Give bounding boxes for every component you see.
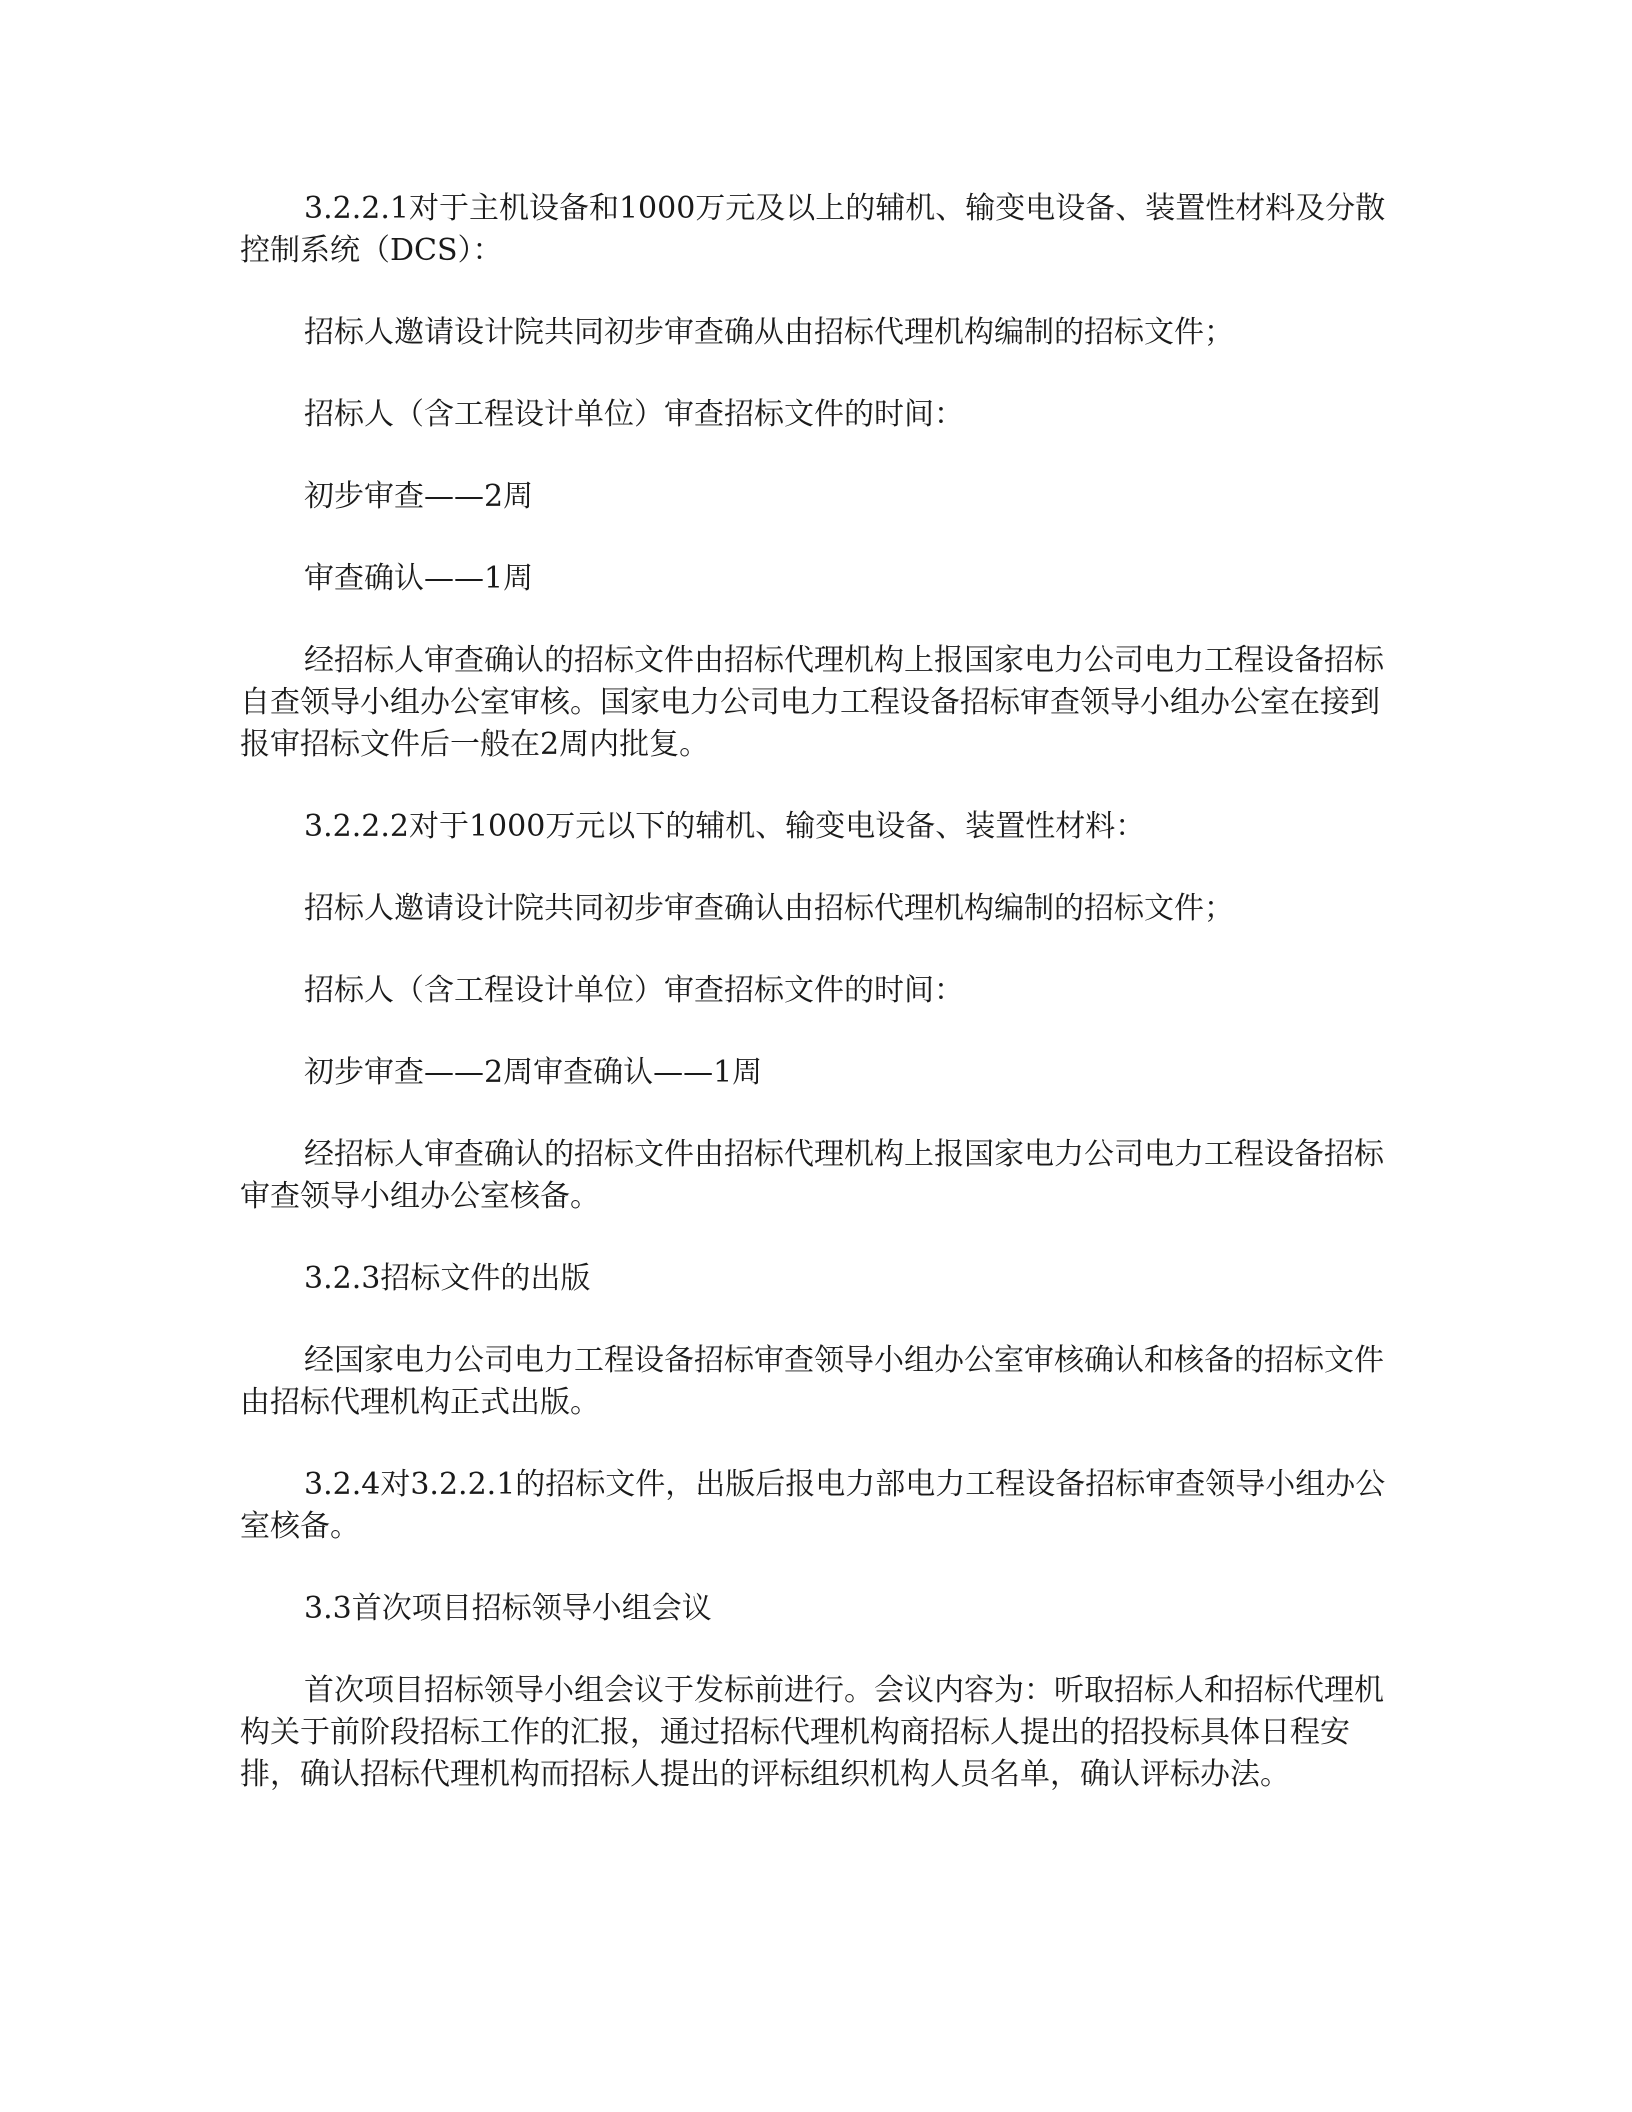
paragraph-official-publication: 经国家电力公司电力工程设备招标审查领导小组办公室审核确认和核备的招标文件由招标代理机构正式出版。: [240, 1343, 1384, 1420]
paragraph-submit-for-filing: 经招标人审查确认的招标文件由招标代理机构上报国家电力公司电力工程设备招标审查领导小组办公室核备。: [240, 1137, 1384, 1214]
paragraph-review-time-2: 招标人（含工程设计单位）审查招标文件的时间：: [304, 973, 964, 1008]
paragraph-review-confirm: 审查确认——1周: [304, 561, 534, 596]
document-body: [240, 188, 1390, 1836]
paragraph-review-schedule: 初步审查——2周审查确认——1周: [304, 1055, 763, 1090]
paragraph-3-3-heading: 3.3首次项目招标领导小组会议: [304, 1591, 712, 1626]
paragraph-review-time: 招标人（含工程设计单位）审查招标文件的时间：: [304, 397, 964, 432]
paragraph-3-2-2-1-heading: 3.2.2.1对于主机设备和1000万元及以上的辅机、输变电设备、装置性材料及分散控制系统（DCS）：: [240, 191, 1386, 268]
paragraph-3-2-4: 3.2.4对3.2.2.1的招标文件，出版后报电力部电力工程设备招标审查领导小组办公室核备。: [240, 1467, 1386, 1544]
paragraph-invite-design-institute: 招标人邀请设计院共同初步审查确从由招标代理机构编制的招标文件；: [304, 315, 1234, 350]
paragraph-submit-for-approval: 经招标人审查确认的招标文件由招标代理机构上报国家电力公司电力工程设备招标自查领导小组办公室审核。国家电力公司电力工程设备招标审查领导小组办公室在接到报审招标文件后一般在2周内批复。: [240, 643, 1384, 762]
paragraph-3-2-2-2-heading: 3.2.2.2对于1000万元以下的辅机、输变电设备、装置性材料：: [304, 809, 1146, 844]
paragraph-invite-design-institute-2: 招标人邀请设计院共同初步审查确认由招标代理机构编制的招标文件；: [304, 891, 1234, 926]
paragraph-3-2-3-heading: 3.2.3招标文件的出版: [304, 1261, 591, 1296]
paragraph-preliminary-review: 初步审查——2周: [304, 479, 534, 514]
paragraph-first-meeting: 首次项目招标领导小组会议于发标前进行。会议内容为：听取招标人和招标代理机构关于前阶段招标工作的汇报，通过招标代理机构商招标人提出的招投标具体日程安排，确认招标代理机构而招标人提出的评标组织机构人员名单，确认评标办法。: [240, 1673, 1384, 1792]
